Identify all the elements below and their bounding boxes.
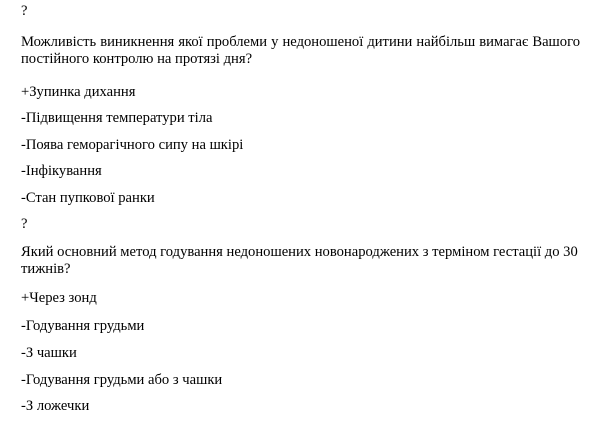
answer-option: +Зупинка дихання bbox=[21, 84, 136, 100]
answer-option: -Підвищення температури тіла bbox=[21, 110, 213, 126]
answer-option: -З ложечки bbox=[21, 398, 90, 414]
question-text: Який основний метод годування недоношених новонароджених з терміном гестації до 30 тижнів? bbox=[21, 244, 578, 277]
answer-option: -Поява геморагічного сипу на шкірі bbox=[21, 137, 244, 153]
answer-option: -З чашки bbox=[21, 345, 77, 361]
answer-option: -Годування грудьми або з чашки bbox=[21, 372, 223, 388]
question-marker: ? bbox=[21, 3, 28, 19]
question-text: Можливість виникнення якої проблеми у недоношеної дитини найбільш вимагає Вашого постійного контролю на протязі дня? bbox=[21, 34, 580, 67]
answer-option: -Годування грудьми bbox=[21, 318, 145, 334]
answer-option: +Через зонд bbox=[21, 290, 97, 306]
answer-option: -Стан пупкової ранки bbox=[21, 190, 155, 206]
question-marker: ? bbox=[21, 216, 28, 232]
answer-option: -Інфікування bbox=[21, 163, 102, 179]
